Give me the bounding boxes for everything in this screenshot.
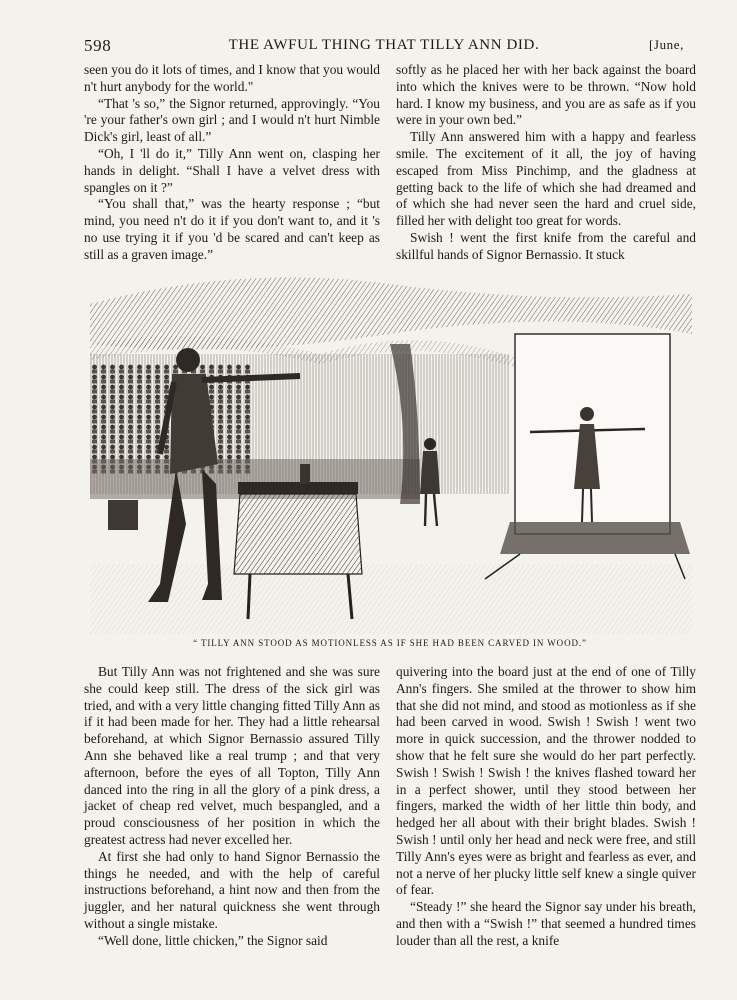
running-header: [84, 36, 684, 56]
paragraph: “That 's so,” the Signor returned, approvingly. “You 're your father's own girl ; and I would n't hurt Nimble Dick's girl, least of all.”: [84, 95, 380, 145]
paragraph: But Tilly Ann was not frightened and she was sure she could keep still. The dress of the sick girl was tried, and with a very little changing fitted Tilly Ann as if it had been made for her. They had a little rehearsal beforehand, at which Signor Bernassio assured Tilly Ann she behaved like a real trump ; and that very afternoon, before the eyes of all Topton, Tilly Ann danced into the ring in all the glory of a pink dress, a jacket of cheap red velvet, much bespangled, and a proud consciousness of her position in which the greatest actress had never excelled her.: [84, 664, 380, 847]
bottom-left-column: [84, 664, 380, 994]
paragraph: Tilly Ann answered him with a happy and fearless smile. The excitement of it all, the joy of having escaped from Miss Pinchimp, and the gladness at getting back to the life of which she had dreamed and of which she had never seen the hard and cruel side, filled her with delight too great for words.: [396, 129, 696, 229]
paragraph: “Steady !” she heard the Signor say under his breath, and then with a “Swish !” that seemed a hundred times louder than all the rest, a knife: [396, 899, 696, 948]
top-left-column: [84, 62, 380, 262]
top-right-column: [396, 62, 696, 266]
paragraph: At first she had only to hand Signor Bernassio the things he needed, and with the help of careful instructions beforehand, a hint now and then from the juggler, and her natural quickness she went through without a single mistake.: [84, 848, 380, 931]
paragraph: Swish ! went the first knife from the careful and skillful hands of Signor Bernassio. It stuck: [396, 229, 696, 262]
paragraph: “You shall that,” was the hearty response ; “but mind, you need n't do it if you don't want to, and it 's no use trying it if you 'd be scared and can't keep as still as a graven image.”: [84, 196, 380, 262]
paragraph: “Oh, I 'll do it,” Tilly Ann went on, clasping her hands in delight. “Shall I have a velvet dress with spangles on it ?”: [84, 145, 380, 195]
paragraph: quivering into the board just at the end of one of Tilly Ann's fingers. She smiled at the thrower to show him that she did not mind, and stood as motionless as if she had been carved in wood. Swish ! Swish ! went two more in quick succession, and the thrower nodded to show that he felt sure she would do her part perfectly. Swish ! Swish ! Swish ! the knives flashed toward her in a perfect shower, until they stood between her fingers, marked the width of her little thin body, and hedged her all about with their bright blades. Swish ! Swish ! until only her head and neck were free, and still Tilly Ann's eyes were as bright and fearless as ever, and not a nerve of her plucky little self knew a single quiver of fear.: [396, 664, 696, 898]
circus-illustration: [90, 264, 692, 634]
paragraph: “Well done, little chicken,” the Signor said: [98, 932, 328, 948]
illustration-caption: “ TILLY ANN STOOD AS MOTIONLESS AS IF SHE HAD BEEN CARVED IN WOOD.”: [193, 638, 587, 648]
issue-month: [June,: [648, 37, 684, 52]
page-number: 598: [84, 36, 112, 55]
running-title: THE AWFUL THING THAT TILLY ANN DID.: [228, 37, 540, 53]
bottom-right-column: [396, 664, 696, 994]
paragraph: softly as he placed her with her back against the board into which the knives were to be thrown. “Now hold hard. I know my business, and you are as safe as if you were in your own bed.”: [396, 62, 696, 128]
paragraph: seen you do it lots of times, and I know that you would n't hurt anybody for the world.": [84, 62, 380, 94]
